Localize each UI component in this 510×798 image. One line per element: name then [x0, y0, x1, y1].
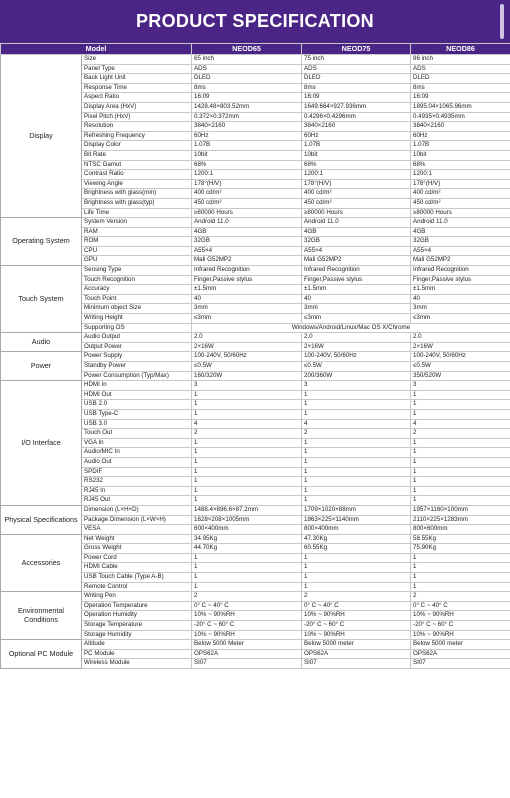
- spec-value: A55×4: [302, 246, 411, 256]
- spec-value: 0° C ~ 40° C: [192, 601, 302, 611]
- spec-label: Aspect Ratio: [82, 93, 192, 103]
- spec-value: SI07: [302, 659, 411, 669]
- spec-label: Wireless Module: [82, 659, 192, 669]
- spec-value: 2×16W: [411, 342, 510, 352]
- spec-label: Operation Temperature: [82, 601, 192, 611]
- spec-value: 4: [192, 419, 302, 429]
- spec-value: 2110×225×1283mm: [411, 515, 510, 525]
- spec-value: Finger,Passive stylus: [302, 275, 411, 285]
- spec-value: 4: [302, 419, 411, 429]
- spec-value: ±1.5mm: [192, 285, 302, 295]
- spec-label: Gross Weight: [82, 544, 192, 554]
- spec-value: 40: [302, 294, 411, 304]
- spec-value: 1200:1: [302, 170, 411, 180]
- table-row: [1, 352, 510, 362]
- table-row: [1, 534, 510, 544]
- spec-value: 3: [411, 381, 510, 391]
- spec-value: ADS: [192, 64, 302, 74]
- page-title: PRODUCT SPECIFICATION: [136, 11, 374, 31]
- spec-label: RS232: [82, 477, 192, 487]
- spec-value: 450 cd/m²: [302, 198, 411, 208]
- spec-value: Mali G52MP2: [302, 256, 411, 266]
- spec-value: 32GB: [192, 237, 302, 247]
- spec-value: ≥80000 Hours: [411, 208, 510, 218]
- title-banner: [0, 0, 510, 43]
- spec-value: 1: [192, 438, 302, 448]
- spec-value: 0.4935×0.4935mm: [411, 112, 510, 122]
- spec-label: Response Time: [82, 83, 192, 93]
- table-row: [1, 55, 510, 65]
- spec-value: Infrared Recognition: [302, 266, 411, 276]
- spec-value: 1649.664×927.936mm: [302, 102, 411, 112]
- spec-value: 1628×208×1005mm: [192, 515, 302, 525]
- spec-value: 1895.04×1065.96mm: [411, 102, 510, 112]
- table-row: [1, 505, 510, 515]
- spec-label: Accuracy: [82, 285, 192, 295]
- spec-value: 10% ~ 90%RH: [411, 630, 510, 640]
- spec-label: RJ45 In: [82, 486, 192, 496]
- category-label: Physical Specifications: [1, 505, 82, 534]
- spec-value: 1: [411, 573, 510, 583]
- spec-value: Below 5000 meter: [411, 640, 510, 650]
- spec-value: 1: [411, 582, 510, 592]
- spec-value: 450 cd/m²: [192, 198, 302, 208]
- spec-value: 60Hz: [302, 131, 411, 141]
- spec-value: 2: [192, 592, 302, 602]
- spec-value: 0.4296×0.4296mm: [302, 112, 411, 122]
- spec-value: 1: [411, 390, 510, 400]
- spec-label: System Version: [82, 218, 192, 228]
- spec-value: 3840×2160: [302, 122, 411, 132]
- spec-value: 60.55Kg: [302, 544, 411, 554]
- spec-label: VGA In: [82, 438, 192, 448]
- spec-label: Life Time: [82, 208, 192, 218]
- spec-value: 34.95Kg: [192, 534, 302, 544]
- table-row: [1, 381, 510, 391]
- spec-value: 3mm: [411, 304, 510, 314]
- spec-value: 1: [302, 553, 411, 563]
- spec-value: SI07: [192, 659, 302, 669]
- spec-label: Touch Point: [82, 294, 192, 304]
- spec-label: Sensing Type: [82, 266, 192, 276]
- spec-value: Finger,Passive stylus: [411, 275, 510, 285]
- spec-value: ≥80000 Hours: [192, 208, 302, 218]
- spec-label: Standby Power: [82, 362, 192, 372]
- spec-value: 2.0: [302, 333, 411, 343]
- category-label: Audio: [1, 333, 82, 352]
- spec-label: Touch Out: [82, 429, 192, 439]
- spec-value: ADS: [302, 64, 411, 74]
- spec-value: 16:09: [302, 93, 411, 103]
- spec-label: USB Touch Cable (Type A-B): [82, 573, 192, 583]
- spec-value: 1: [192, 400, 302, 410]
- spec-label: RJ45 Out: [82, 496, 192, 506]
- spec-value: Finger,Passive stylus: [192, 275, 302, 285]
- spec-label: HDMI In: [82, 381, 192, 391]
- spec-value: 2: [411, 429, 510, 439]
- spec-value: ≤3mm: [192, 314, 302, 324]
- spec-label: Audio Out: [82, 457, 192, 467]
- spec-value: 400 cd/m²: [302, 189, 411, 199]
- spec-value: 1.07B: [192, 141, 302, 151]
- spec-value: 1: [192, 477, 302, 487]
- category-label: I/O Interface: [1, 381, 82, 506]
- spec-label: GPU: [82, 256, 192, 266]
- spec-value: 100-240V, 50/60Hz: [192, 352, 302, 362]
- spec-label: VESA: [82, 525, 192, 535]
- spec-value: 1: [302, 438, 411, 448]
- spec-value: 1: [192, 573, 302, 583]
- spec-value: Mali G52MP2: [192, 256, 302, 266]
- spec-value: ≤3mm: [411, 314, 510, 324]
- spec-value: 1: [411, 477, 510, 487]
- spec-value: Android 11.0: [302, 218, 411, 228]
- spec-value: 100-240V, 50/60Hz: [411, 352, 510, 362]
- spec-value: 75.90Kg: [411, 544, 510, 554]
- spec-label: HDMI Cable: [82, 563, 192, 573]
- spec-value: 10% ~ 90%RH: [192, 611, 302, 621]
- spec-value: 1200:1: [192, 170, 302, 180]
- spec-value: 160/320W: [192, 371, 302, 381]
- spec-value: Infrared Recognition: [192, 266, 302, 276]
- spec-value: Windows/Android/Linux/Mac OS X/Chrome: [192, 323, 510, 333]
- category-label: Touch System: [1, 266, 82, 333]
- spec-value: 4GB: [302, 227, 411, 237]
- spec-value: 16:09: [192, 93, 302, 103]
- spec-label: Supporting OS: [82, 323, 192, 333]
- spec-label: Output Power: [82, 342, 192, 352]
- spec-label: Panel Type: [82, 64, 192, 74]
- spec-value: 68%: [192, 160, 302, 170]
- spec-value: 2: [411, 592, 510, 602]
- spec-table: [0, 43, 510, 669]
- spec-value: 58.55Kg: [411, 534, 510, 544]
- spec-value: OPS62A: [302, 649, 411, 659]
- spec-value: 1: [192, 563, 302, 573]
- spec-value: 1428.48×803.52mm: [192, 102, 302, 112]
- spec-value: 1: [411, 467, 510, 477]
- spec-label: Resolution: [82, 122, 192, 132]
- spec-value: 1: [302, 467, 411, 477]
- spec-label: Audio/MIC In: [82, 448, 192, 458]
- spec-value: 450 cd/m²: [411, 198, 510, 208]
- spec-value: -20° C ~ 60° C: [411, 621, 510, 631]
- spec-label: Brightness with glass(min): [82, 189, 192, 199]
- spec-value: 1: [411, 438, 510, 448]
- spec-label: Writing Pen: [82, 592, 192, 602]
- spec-value: ±1.5mm: [411, 285, 510, 295]
- spec-value: ≤0.5W: [192, 362, 302, 372]
- spec-value: 1: [302, 486, 411, 496]
- spec-value: 1: [302, 573, 411, 583]
- spec-label: RAM: [82, 227, 192, 237]
- spec-value: Android 11.0: [192, 218, 302, 228]
- spec-label: Back Light Unit: [82, 74, 192, 84]
- category-label: Display: [1, 55, 82, 218]
- spec-label: Minimum object Size: [82, 304, 192, 314]
- spec-value: 1: [192, 448, 302, 458]
- spec-value: 10% ~ 90%RH: [411, 611, 510, 621]
- spec-label: Power Supply: [82, 352, 192, 362]
- spec-value: 2: [302, 429, 411, 439]
- spec-label: Bit Rate: [82, 150, 192, 160]
- spec-value: 8ms: [411, 83, 510, 93]
- spec-value: 60Hz: [411, 131, 510, 141]
- spec-value: 2×16W: [302, 342, 411, 352]
- spec-label: Writing Height: [82, 314, 192, 324]
- spec-value: 1: [411, 496, 510, 506]
- spec-value: 178°(H/V): [411, 179, 510, 189]
- spec-value: -20° C ~ 60° C: [302, 621, 411, 631]
- spec-value: 1: [302, 563, 411, 573]
- spec-value: 1: [411, 563, 510, 573]
- spec-value: 68%: [411, 160, 510, 170]
- spec-value: 1.07B: [302, 141, 411, 151]
- spec-label: SPDIF: [82, 467, 192, 477]
- spec-value: 1: [302, 448, 411, 458]
- spec-value: 86 inch: [411, 55, 510, 65]
- spec-value: 1: [302, 390, 411, 400]
- spec-value: 350/520W: [411, 371, 510, 381]
- spec-value: 800×600mm: [411, 525, 510, 535]
- table-row: [1, 218, 510, 228]
- spec-value: 4: [411, 419, 510, 429]
- spec-label: Remote Control: [82, 582, 192, 592]
- spec-value: 400 cd/m²: [192, 189, 302, 199]
- spec-value: 1957×1160×100mm: [411, 505, 510, 515]
- spec-value: 3840×2160: [411, 122, 510, 132]
- spec-label: Altitude: [82, 640, 192, 650]
- spec-value: OPS62A: [411, 649, 510, 659]
- spec-value: 1863×225×1140mm: [302, 515, 411, 525]
- spec-value: 10bit: [192, 150, 302, 160]
- spec-value: 1: [192, 390, 302, 400]
- spec-label: Contrast Ratio: [82, 170, 192, 180]
- spec-value: A55×4: [192, 246, 302, 256]
- spec-value: 1: [411, 448, 510, 458]
- header-cell-neod86: NEOD86: [411, 44, 510, 55]
- spec-value: 178°(H/V): [302, 179, 411, 189]
- spec-value: 1: [302, 496, 411, 506]
- spec-value: 10% ~ 90%RH: [192, 630, 302, 640]
- spec-label: USB 3.0: [82, 419, 192, 429]
- spec-value: 3840×2160: [192, 122, 302, 132]
- spec-value: 1: [302, 477, 411, 487]
- spec-value: ≤0.5W: [302, 362, 411, 372]
- spec-label: Display Area (HxV): [82, 102, 192, 112]
- spec-value: SI07: [411, 659, 510, 669]
- spec-value: 200/360W: [302, 371, 411, 381]
- spec-label: Brightness with glass(typ): [82, 198, 192, 208]
- spec-value: 40: [411, 294, 510, 304]
- spec-label: Power Consumption (Typ/Max): [82, 371, 192, 381]
- spec-label: Display Color: [82, 141, 192, 151]
- spec-value: 44.70Kg: [192, 544, 302, 554]
- spec-label: Touch Recognition: [82, 275, 192, 285]
- spec-value: 600×400mm: [192, 525, 302, 535]
- spec-value: DLED: [192, 74, 302, 84]
- spec-value: 10% ~ 90%RH: [302, 630, 411, 640]
- spec-value: -20° C ~ 60° C: [192, 621, 302, 631]
- spec-value: 2.0: [411, 333, 510, 343]
- spec-value: 1: [192, 582, 302, 592]
- spec-value: 800×400mm: [302, 525, 411, 535]
- category-label: Operating System: [1, 218, 82, 266]
- spec-value: 1: [192, 486, 302, 496]
- spec-value: 0° C ~ 40° C: [411, 601, 510, 611]
- spec-value: 178°(H/V): [192, 179, 302, 189]
- spec-value: 1200:1: [411, 170, 510, 180]
- header-cell-neod75: NEOD75: [302, 44, 411, 55]
- spec-value: 4GB: [192, 227, 302, 237]
- spec-value: 8ms: [192, 83, 302, 93]
- spec-label: Net Weight: [82, 534, 192, 544]
- spec-value: 10bit: [302, 150, 411, 160]
- spec-label: ROM: [82, 237, 192, 247]
- spec-label: NTSC Gamut: [82, 160, 192, 170]
- spec-value: 32GB: [411, 237, 510, 247]
- spec-value: ±1.5mm: [302, 285, 411, 295]
- table-row: [1, 592, 510, 602]
- category-label: Optional PC Module: [1, 640, 82, 669]
- spec-value: ≤0.5W: [411, 362, 510, 372]
- spec-label: Package Dimension (L×W×H): [82, 515, 192, 525]
- category-label: Power: [1, 352, 82, 381]
- spec-value: 1: [192, 496, 302, 506]
- table-row: [1, 640, 510, 650]
- spec-value: ADS: [411, 64, 510, 74]
- spec-label: Storage Temperature: [82, 621, 192, 631]
- spec-value: 1: [302, 582, 411, 592]
- spec-value: 2: [302, 592, 411, 602]
- spec-value: OPS62A: [192, 649, 302, 659]
- spec-value: 16:09: [411, 93, 510, 103]
- spec-value: 65 inch: [192, 55, 302, 65]
- spec-label: HDMI Out: [82, 390, 192, 400]
- spec-value: ≤3mm: [302, 314, 411, 324]
- spec-value: 75 inch: [302, 55, 411, 65]
- category-label: Accessories: [1, 534, 82, 592]
- spec-label: Viewing Angle: [82, 179, 192, 189]
- spec-value: A55×4: [411, 246, 510, 256]
- spec-value: Below 5000 meter: [302, 640, 411, 650]
- spec-label: USB Type-C: [82, 409, 192, 419]
- spec-value: 2: [192, 429, 302, 439]
- spec-label: Operation Humidity: [82, 611, 192, 621]
- spec-label: Size: [82, 55, 192, 65]
- spec-value: 1: [192, 553, 302, 563]
- spec-label: USB 2.0: [82, 400, 192, 410]
- table-row: [1, 333, 510, 343]
- spec-value: 3mm: [192, 304, 302, 314]
- spec-value: 32GB: [302, 237, 411, 247]
- spec-value: 47.30Kg: [302, 534, 411, 544]
- spec-label: Refreshing Frequency: [82, 131, 192, 141]
- spec-value: 1488.4×896.6×87.2mm: [192, 505, 302, 515]
- spec-label: Pixel Pitch (HxV): [82, 112, 192, 122]
- spec-value: 1: [411, 553, 510, 563]
- spec-value: 10% ~ 90%RH: [302, 611, 411, 621]
- spec-value: 100-240V, 50/60Hz: [302, 352, 411, 362]
- spec-label: Dimension (L×H×D): [82, 505, 192, 515]
- spec-value: Infrared Recognition: [411, 266, 510, 276]
- spec-value: 1.07B: [411, 141, 510, 151]
- spec-value: 1: [302, 409, 411, 419]
- category-label: Environmental Conditions: [1, 592, 82, 640]
- spec-value: 1709×1020×88mm: [302, 505, 411, 515]
- spec-value: Below 5000 Meter: [192, 640, 302, 650]
- spec-value: 1: [192, 409, 302, 419]
- spec-value: 1: [411, 486, 510, 496]
- spec-value: DLED: [411, 74, 510, 84]
- header-cell-neod65: NEOD65: [192, 44, 302, 55]
- spec-label: CPU: [82, 246, 192, 256]
- spec-value: 1: [192, 457, 302, 467]
- spec-value: Android 11.0: [411, 218, 510, 228]
- spec-label: PC Module: [82, 649, 192, 659]
- spec-value: 1: [302, 400, 411, 410]
- spec-value: 2.0: [192, 333, 302, 343]
- spec-value: 40: [192, 294, 302, 304]
- header-cell-model: Model: [1, 44, 192, 55]
- spec-value: 10bit: [411, 150, 510, 160]
- spec-value: Mali G52MP2: [411, 256, 510, 266]
- spec-label: Storage Humidity: [82, 630, 192, 640]
- spec-value: 3: [302, 381, 411, 391]
- spec-value: 1: [411, 457, 510, 467]
- spec-value: 60Hz: [192, 131, 302, 141]
- spec-value: 8ms: [302, 83, 411, 93]
- spec-value: 3: [192, 381, 302, 391]
- spec-value: 1: [302, 457, 411, 467]
- spec-value: DLED: [302, 74, 411, 84]
- spec-label: Audio Output: [82, 333, 192, 343]
- spec-value: 2×16W: [192, 342, 302, 352]
- spec-value: 4GB: [411, 227, 510, 237]
- spec-value: 1: [192, 467, 302, 477]
- scrollbar[interactable]: [500, 4, 504, 39]
- spec-value: 1: [411, 409, 510, 419]
- spec-value: 0° C ~ 40° C: [302, 601, 411, 611]
- spec-value: 0.372×0.372mm: [192, 112, 302, 122]
- spec-value: 68%: [302, 160, 411, 170]
- spec-value: ≥80000 Hours: [302, 208, 411, 218]
- spec-value: 3mm: [302, 304, 411, 314]
- table-row: [1, 266, 510, 276]
- spec-value: 400 cd/m²: [411, 189, 510, 199]
- spec-label: Power Cord: [82, 553, 192, 563]
- spec-value: 1: [411, 400, 510, 410]
- header-row: [1, 44, 510, 55]
